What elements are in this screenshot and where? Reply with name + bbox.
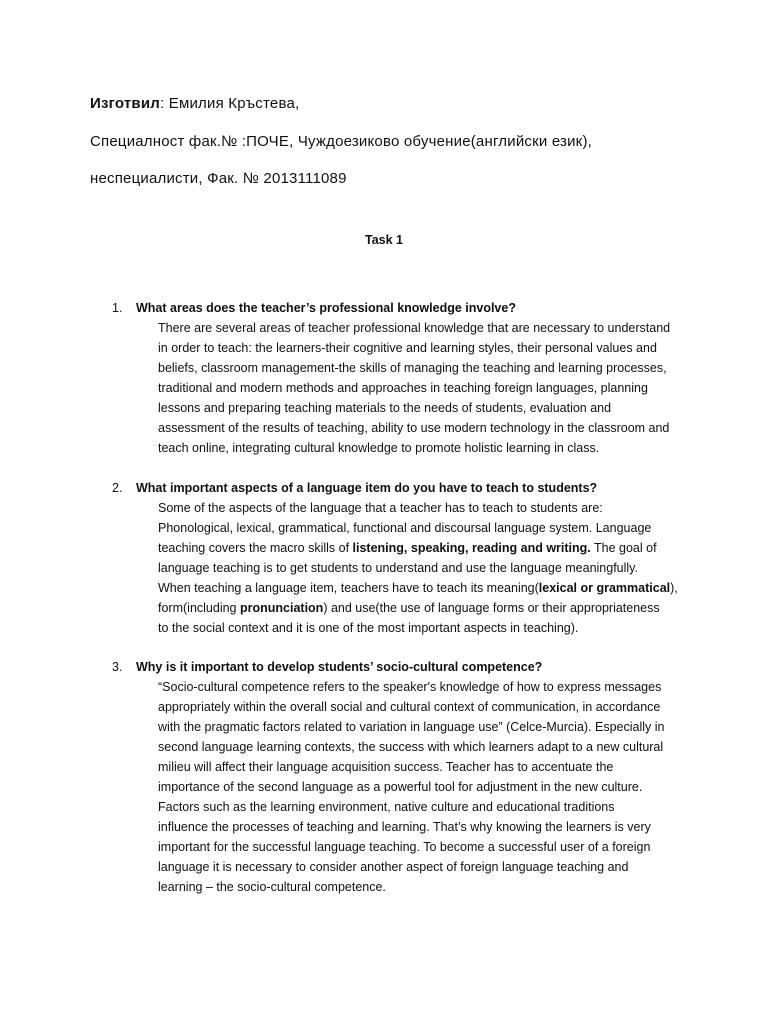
question-number: 2. <box>112 481 123 495</box>
answer-line: traditional and modern methods and approaches in teaching foreign languages, planning <box>158 381 648 395</box>
bold-term: listening, speaking, reading and writing. <box>352 541 591 555</box>
text-run: to the social context and it is one of the most important aspects in teaching). <box>158 621 579 635</box>
answer-text <box>158 498 688 638</box>
bold-term: lexical or grammatical <box>538 581 671 595</box>
answer-line: assessment of the results of teaching, ability to use modern technology in the classroom and <box>158 421 670 435</box>
task-title: Task 1 <box>365 233 403 247</box>
specialty-line: Специалност фак.№ :ПОЧЕ, Чуждоезиково обучение(английски език), <box>90 132 593 150</box>
answer-line: in order to teach: the learners-their cognitive and learning styles, their personal values and <box>158 341 657 355</box>
text-run: When teaching a language item, teachers have to teach its meaning( <box>158 581 539 595</box>
author-header <box>90 94 730 207</box>
answer-line <box>158 618 688 638</box>
text-run: Some of the aspects of the language that a teacher has to teach to students are: <box>158 501 603 515</box>
answer-text <box>158 318 688 458</box>
text-run: teaching covers the macro skills of <box>158 541 353 555</box>
author-label: Изготвил <box>90 95 160 112</box>
answer-line: important for the successful language teaching. To become a successful user of a foreign <box>158 840 651 854</box>
answer-line: beliefs, classroom management-the skills of managing the teaching and learning processes, <box>158 361 667 375</box>
text-run: form(including <box>158 601 240 615</box>
answer-line <box>158 578 688 598</box>
answer-line: appropriately within the overall social and cultural context of communication, in accordance <box>158 700 661 714</box>
answer-line: with the pragmatic factors related to variation in language use” (Celce-Murcia). Especially in <box>158 720 665 734</box>
text-run: language teaching is to get students to understand and use the language meaningfully. <box>158 561 638 575</box>
question-title: What important aspects of a language item do you have to teach to students? <box>136 481 598 495</box>
answer-line: language it is necessary to consider another aspect of foreign language teaching and <box>158 860 629 874</box>
bold-term: pronunciation <box>239 601 324 615</box>
text-run: Phonological, lexical, grammatical, functional and discoursal language system. Language <box>158 521 652 535</box>
answer-line <box>158 498 688 518</box>
answer-line: “Socio-cultural competence refers to the speaker's knowledge of how to express messages <box>158 680 662 694</box>
text-run: ), <box>670 581 678 595</box>
question-title: Why is it important to develop students’ socio-cultural competence? <box>136 660 543 674</box>
answer-line: importance of the second language as a powerful tool for adjustment in the new culture. <box>158 780 643 794</box>
question-number: 1. <box>112 301 123 315</box>
answer-line: second language learning contexts, the success with which learners adapt to a new cultural <box>158 740 664 754</box>
faculty-line: неспециалисти, Фак. № 2013111089 <box>90 170 347 187</box>
answer-text <box>158 677 688 897</box>
answer-line: teach online, integrating cultural knowledge to promote holistic learning in class. <box>158 441 600 455</box>
answer-line: Factors such as the learning environment, native culture and educational traditions <box>158 800 615 814</box>
text-run: The goal of <box>590 541 657 555</box>
author-name: : Емилия Кръстева, <box>160 95 300 112</box>
answer-line <box>158 598 688 618</box>
answer-line: learning – the socio-cultural competence. <box>158 880 386 894</box>
answer-line <box>158 558 688 578</box>
answer-line: influence the processes of teaching and learning. That’s why knowing the learners is very <box>158 820 651 834</box>
answer-line <box>158 518 688 538</box>
author-line <box>90 94 730 114</box>
answer-line: lessons and preparing teaching materials to the needs of students, evaluation and <box>158 401 612 415</box>
question-title: What areas does the teacher’s professional knowledge involve? <box>136 301 516 315</box>
question-number: 3. <box>112 660 123 674</box>
answer-line: There are several areas of teacher professional knowledge that are necessary to understand <box>158 321 671 335</box>
text-run: ) and use(the use of language forms or their appropriateness <box>323 601 660 615</box>
answer-line <box>158 538 688 558</box>
answer-line: milieu will affect their language acquisition success. Teacher has to accentuate the <box>158 760 614 774</box>
